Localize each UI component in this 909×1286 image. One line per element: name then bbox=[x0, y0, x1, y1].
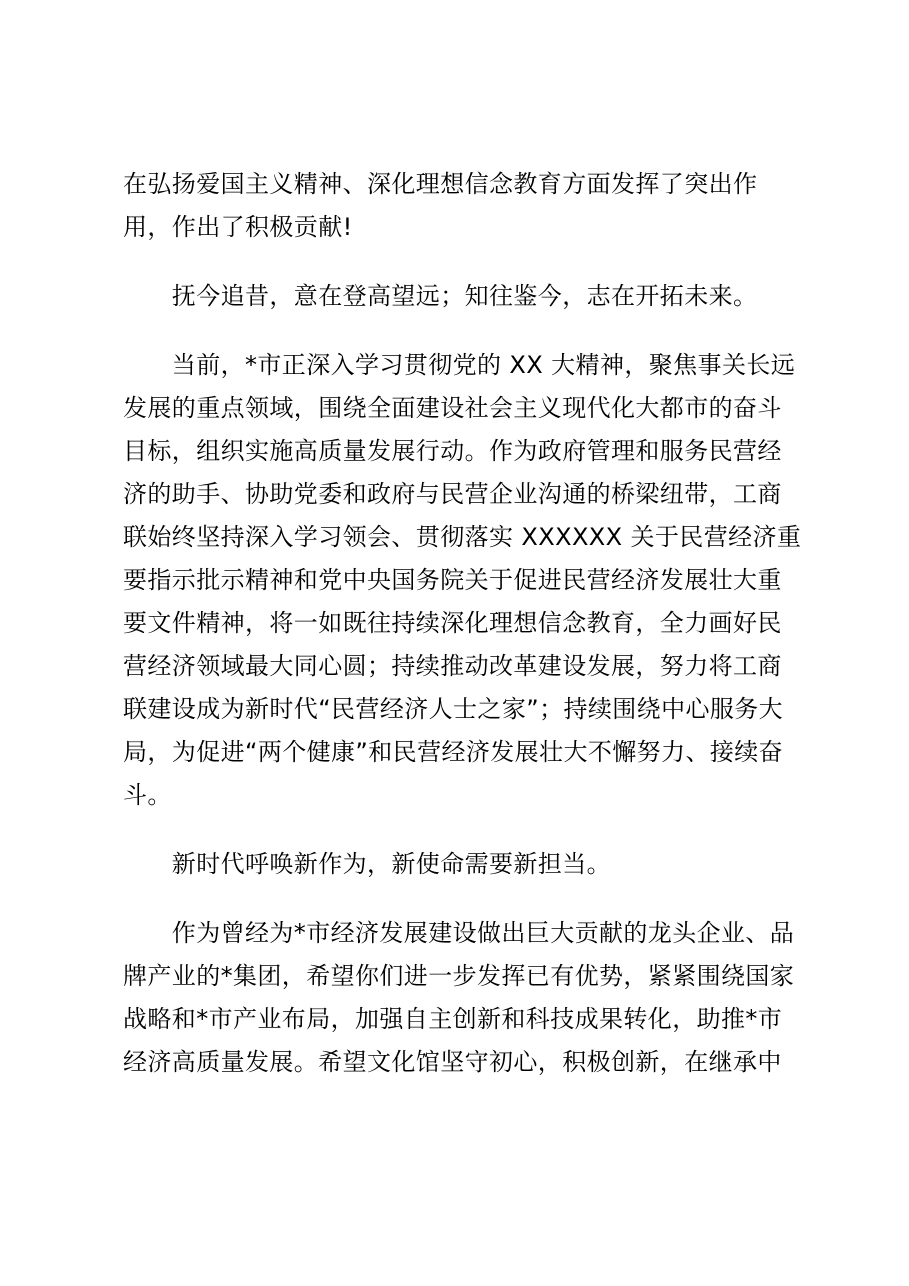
text-line: 抚今追昔，意在登高望远；知往鉴今，志在开拓未来。 bbox=[123, 282, 758, 310]
document-body bbox=[123, 163, 803, 1084]
paragraph-gap bbox=[123, 249, 803, 275]
text-line: 新时代呼唤新作为，新使命需要新担当。 bbox=[123, 850, 611, 878]
text-line: 在弘扬爱国主义精神、深化理想信念教育方面发挥了突出作 bbox=[123, 170, 758, 198]
text-line: 目标，组织实施高质量发展行动。作为政府管理和服务民营经 bbox=[123, 437, 782, 465]
text-line: 斗。 bbox=[123, 781, 172, 809]
text-line: 要指示批示精神和党中央国务院关于促进民营经济发展壮大重 bbox=[123, 566, 782, 594]
text-line: 经济高质量发展。希望文化馆坚守初心，积极创新，在继承中 bbox=[123, 1048, 782, 1076]
text-line: 局，为促进“两个健康”和民营经济发展壮大不懈努力、接续奋 bbox=[123, 738, 784, 766]
text-line: 联建设成为新时代“民营经济人士之家”；持续围绕中心服务大 bbox=[123, 695, 784, 723]
paragraph-1 bbox=[123, 163, 803, 249]
paragraph-gap bbox=[123, 817, 803, 843]
paragraph-5 bbox=[123, 912, 803, 1084]
text-line: 济的助手、协助党委和政府与民营企业沟通的桥梁纽带，工商 bbox=[123, 480, 782, 508]
paragraph-gap bbox=[123, 318, 803, 344]
text-line: 战略和*市产业布局，加强自主创新和科技成果转化，助推*市 bbox=[123, 1005, 783, 1033]
text-line: 作为曾经为*市经济发展建设做出巨大贡献的龙头企业、品 bbox=[123, 919, 795, 947]
text-line: 联始终坚持深入学习领会、贯彻落实 XXXXXX 关于民营经济重 bbox=[123, 523, 802, 551]
text-line: 牌产业的*集团，希望你们进一步发挥已有优势，紧紧围绕国家 bbox=[123, 962, 795, 990]
text-line: 用，作出了积极贡献! bbox=[123, 213, 353, 241]
text-line: 要文件精神，将一如既往持续深化理想信念教育，全力画好民 bbox=[123, 609, 782, 637]
paragraph-3 bbox=[123, 344, 803, 817]
paragraph-gap bbox=[123, 886, 803, 912]
text-line: 发展的重点领域，围绕全面建设社会主义现代化大都市的奋斗 bbox=[123, 394, 782, 422]
paragraph-4 bbox=[123, 843, 803, 886]
paragraph-2 bbox=[123, 275, 803, 318]
text-line: 营经济领域最大同心圆；持续推动改革建设发展，努力将工商 bbox=[123, 652, 782, 680]
text-line: 当前，*市正深入学习贯彻党的 XX 大精神，聚焦事关长远 bbox=[123, 351, 796, 379]
